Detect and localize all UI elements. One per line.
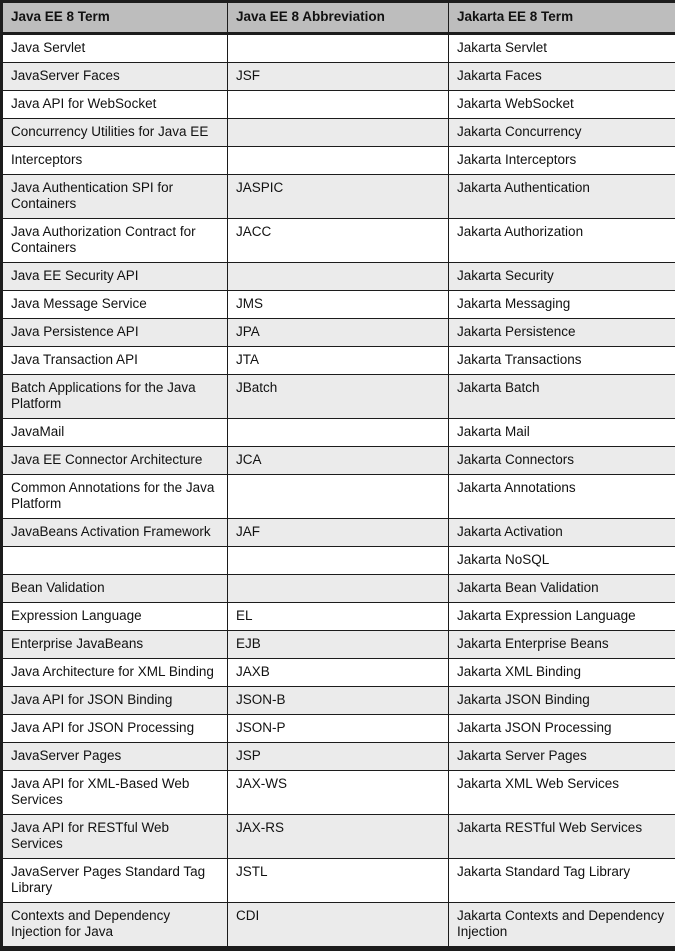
java-ee-term-cell: Common Annotations for the Java Platform <box>2 475 228 519</box>
abbreviation-cell: JPA <box>228 319 449 347</box>
jakarta-ee-term-cell: Jakarta Faces <box>449 63 675 91</box>
jakarta-ee-term-cell: Jakarta Bean Validation <box>449 575 675 603</box>
jakarta-ee-term-cell: Jakarta XML Binding <box>449 659 675 687</box>
abbreviation-cell: JSTL <box>228 859 449 903</box>
header-row <box>2 2 675 34</box>
table-row <box>2 34 675 63</box>
abbreviation-cell <box>228 547 449 575</box>
table-row <box>2 419 675 447</box>
java-ee-term-cell: Java EE Security API <box>2 263 228 291</box>
abbreviation-cell: JMS <box>228 291 449 319</box>
jakarta-ee-term-cell: Jakarta NoSQL <box>449 547 675 575</box>
jakarta-ee-term-cell: Jakarta Messaging <box>449 291 675 319</box>
abbreviation-cell: JSP <box>228 743 449 771</box>
java-ee-term-cell: Java EE Connector Architecture <box>2 447 228 475</box>
jakarta-ee-term-cell: Jakarta Activation <box>449 519 675 547</box>
table-row <box>2 687 675 715</box>
abbreviation-cell: EJB <box>228 631 449 659</box>
table-row <box>2 575 675 603</box>
jakarta-ee-term-cell: Jakarta Expression Language <box>449 603 675 631</box>
jakarta-ee-term-cell: Jakarta Annotations <box>449 475 675 519</box>
table-row <box>2 903 675 949</box>
abbreviation-cell <box>228 575 449 603</box>
table-row <box>2 91 675 119</box>
table-row <box>2 147 675 175</box>
java-ee-term-cell: JavaServer Faces <box>2 63 228 91</box>
jakarta-ee-term-cell: Jakarta Concurrency <box>449 119 675 147</box>
table-row <box>2 375 675 419</box>
abbreviation-cell: JAXB <box>228 659 449 687</box>
jakarta-ee-term-cell: Jakarta Server Pages <box>449 743 675 771</box>
abbreviation-cell: JCA <box>228 447 449 475</box>
table-row <box>2 291 675 319</box>
jakarta-ee-term-cell: Jakarta Enterprise Beans <box>449 631 675 659</box>
java-ee-term-cell: Java Message Service <box>2 291 228 319</box>
abbreviation-cell: JBatch <box>228 375 449 419</box>
jakarta-ee-term-cell: Jakarta Persistence <box>449 319 675 347</box>
abbreviation-cell <box>228 91 449 119</box>
abbreviation-cell: JSON-P <box>228 715 449 743</box>
abbreviation-cell: JASPIC <box>228 175 449 219</box>
table-row <box>2 63 675 91</box>
abbreviation-cell: JTA <box>228 347 449 375</box>
jakarta-ee-term-cell: Jakarta Authentication <box>449 175 675 219</box>
abbreviation-cell <box>228 419 449 447</box>
java-ee-term-cell: JavaServer Pages Standard Tag Library <box>2 859 228 903</box>
table-row <box>2 715 675 743</box>
java-ee-term-cell: Concurrency Utilities for Java EE <box>2 119 228 147</box>
jakarta-ee-term-cell: Jakarta Connectors <box>449 447 675 475</box>
java-ee-term-cell: Batch Applications for the Java Platform <box>2 375 228 419</box>
table-row <box>2 347 675 375</box>
java-ee-term-cell: Java Authorization Contract for Containers <box>2 219 228 263</box>
table-row <box>2 659 675 687</box>
jakarta-ee-term-cell: Jakarta Authorization <box>449 219 675 263</box>
column-header-java-ee-abbreviation: Java EE 8 Abbreviation <box>228 2 449 34</box>
table-row <box>2 631 675 659</box>
table-row <box>2 319 675 347</box>
abbreviation-cell: JAX-WS <box>228 771 449 815</box>
table-row <box>2 263 675 291</box>
jakarta-ee-term-cell: Jakarta XML Web Services <box>449 771 675 815</box>
java-ee-term-cell <box>2 547 228 575</box>
java-ee-term-cell: Java Authentication SPI for Containers <box>2 175 228 219</box>
java-ee-term-cell: Java API for XML-Based Web Services <box>2 771 228 815</box>
jakarta-ee-term-cell: Jakarta JSON Binding <box>449 687 675 715</box>
abbreviation-cell: EL <box>228 603 449 631</box>
java-ee-term-cell: Enterprise JavaBeans <box>2 631 228 659</box>
column-header-java-ee-term: Java EE 8 Term <box>2 2 228 34</box>
jakarta-ee-term-cell: Jakarta RESTful Web Services <box>449 815 675 859</box>
java-ee-term-cell: Java Transaction API <box>2 347 228 375</box>
jakarta-ee-term-cell: Jakarta Contexts and Dependency Injection <box>449 903 675 949</box>
java-ee-term-cell: Java API for JSON Binding <box>2 687 228 715</box>
table-row <box>2 519 675 547</box>
java-ee-term-cell: Expression Language <box>2 603 228 631</box>
java-ee-term-cell: Java API for JSON Processing <box>2 715 228 743</box>
abbreviation-cell: JACC <box>228 219 449 263</box>
table-row <box>2 447 675 475</box>
java-ee-term-cell: JavaServer Pages <box>2 743 228 771</box>
table-body <box>2 34 675 949</box>
java-ee-term-cell: Interceptors <box>2 147 228 175</box>
abbreviation-cell <box>228 34 449 63</box>
jakarta-ee-term-cell: Jakarta JSON Processing <box>449 715 675 743</box>
java-ee-term-cell: Java API for RESTful Web Services <box>2 815 228 859</box>
jakarta-ee-term-cell: Jakarta Interceptors <box>449 147 675 175</box>
java-ee-term-cell: Java API for WebSocket <box>2 91 228 119</box>
jakarta-ee-term-cell: Jakarta Security <box>449 263 675 291</box>
table-row <box>2 547 675 575</box>
abbreviation-cell: JSF <box>228 63 449 91</box>
table-row <box>2 219 675 263</box>
column-header-jakarta-ee-term: Jakarta EE 8 Term <box>449 2 675 34</box>
abbreviation-cell: JAX-RS <box>228 815 449 859</box>
abbreviation-cell: JSON-B <box>228 687 449 715</box>
jakarta-ee-term-cell: Jakarta WebSocket <box>449 91 675 119</box>
abbreviation-cell: CDI <box>228 903 449 949</box>
table-row <box>2 815 675 859</box>
jakarta-ee-term-cell: Jakarta Batch <box>449 375 675 419</box>
abbreviation-cell: JAF <box>228 519 449 547</box>
java-ee-term-cell: Java Persistence API <box>2 319 228 347</box>
table-row <box>2 743 675 771</box>
java-ee-term-cell: Contexts and Dependency Injection for Java <box>2 903 228 949</box>
java-ee-term-cell: JavaBeans Activation Framework <box>2 519 228 547</box>
table-row <box>2 771 675 815</box>
table-row <box>2 859 675 903</box>
jakarta-ee-term-cell: Jakarta Mail <box>449 419 675 447</box>
abbreviation-cell <box>228 119 449 147</box>
java-ee-term-cell: Java Architecture for XML Binding <box>2 659 228 687</box>
abbreviation-cell <box>228 263 449 291</box>
abbreviation-cell <box>228 475 449 519</box>
table-row <box>2 603 675 631</box>
table-row <box>2 119 675 147</box>
java-ee-term-cell: JavaMail <box>2 419 228 447</box>
abbreviation-cell <box>228 147 449 175</box>
jakarta-ee-term-cell: Jakarta Transactions <box>449 347 675 375</box>
jakarta-ee-term-cell: Jakarta Servlet <box>449 34 675 63</box>
table-row <box>2 475 675 519</box>
jakarta-ee-term-cell: Jakarta Standard Tag Library <box>449 859 675 903</box>
table-row <box>2 175 675 219</box>
java-ee-term-cell: Bean Validation <box>2 575 228 603</box>
java-ee-term-cell: Java Servlet <box>2 34 228 63</box>
